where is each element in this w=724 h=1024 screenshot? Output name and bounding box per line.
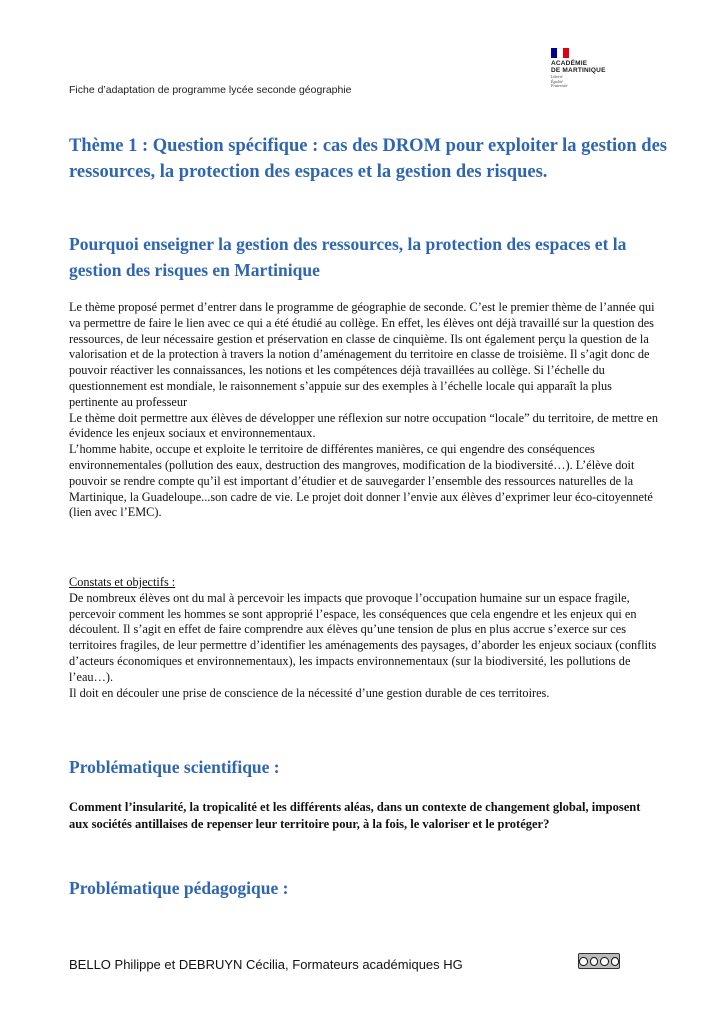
logo-motto: Liberté Égalité Fraternité: [551, 74, 568, 88]
paragraph: De nombreux élèves ont du mal à percevoir les impacts que provoque l’occupation humaine sur un espace fragile, percevoir comment les hommes se sont approprié l’espace, les conséquences que cela engendre et les enjeux qui en découlent. Il s’agit en effet de faire comprendre aux élèves qu’une tension de plus en plus accrue s’exerce sur ces territoires fragiles, de leur permettre d’identifier les aménagements des paysages, d’aborder les enjeux sociaux (conflits d’acteurs économiques et environnementaux), les impacts environnementaux (sur la biodiversité, les pollutions de l’eau…).: [69, 590, 657, 684]
theme-title: Thème 1 : Question spécifique : cas des DROM pour exploiter la gestion des ressources, la protection des espaces et la gestion des risques.: [69, 136, 667, 182]
paragraph: Le thème proposé permet d’entrer dans le programme de géographie de seconde. C’est le premier thème de l’année qui va permettre de faire le lien avec ce qui a été étudié au collège. En effet, les élèves ont déjà travaillé sur la question des ressources, de leur nécessaire gestion et préservation en classe de cinquième. Ils ont également perçu la question de la valorisation et de la protection à travers la notion d’aménagement du territoire en classe de troisième. Il s’agit donc de pouvoir réactiver les connaissances, les notions et les compétences déjà travaillées au collège. Si l’échelle du questionnement est mondiale, le raisonnement s’appuie sur des exemples à l’échelle locale qui apparaît la plus pertinente au professeur: [69, 300, 655, 409]
body-text-constats: [69, 575, 659, 701]
constats-label: Constats et objectifs :: [69, 575, 176, 589]
document-header: Fiche d’adaptation de programme lycée seconde géographie: [69, 84, 352, 96]
footer-authors: BELLO Philippe et DEBRUYN Cécilia, Formateurs académiques HG: [69, 957, 463, 972]
academie-martinique-logo: [547, 48, 627, 96]
creative-commons-by-nc-sa-icon: [578, 953, 620, 969]
body-text-intro: [69, 300, 659, 521]
logo-line-1: ACADÉMIE: [551, 60, 588, 67]
paragraph: Le thème doit permettre aux élèves de développer une réflexion sur notre occupation “locale” du territoire, de mettre en évidence les enjeux sociaux et environnementaux.: [69, 410, 658, 441]
section-heading-scientifique: Problématique scientifique :: [69, 757, 280, 777]
logo-line-2: DE MARTINIQUE: [551, 67, 606, 74]
paragraph: L’homme habite, occupe et exploite le territoire de différentes manières, ce qui engendre des conséquences environnementales (pollution des eaux, destruction des mangroves, modification de la biodiversité…). L’élève doit pouvoir se rendre compte qu’il est important d’étudier et de sauvegarder l’ensemble des ressources naturelles de la Martinique, la Guadeloupe...son cadre de vie. Le projet doit donner l’envie aux élèves d’exprimer leur éco-citoyenneté (lien avec l’EMC).: [69, 442, 653, 520]
paragraph: Il doit en découler une prise de conscience de la nécessité d’une gestion durable de ces territoires.: [69, 685, 550, 700]
problematique-scientifique-question: Comment l’insularité, la tropicalité et les différents aléas, dans un contexte de changement global, imposent aux sociétés antillaises de repenser leur territoire pour, à la fois, le valoriser et le protéger?: [69, 800, 641, 831]
section-heading-pedagogique: Problématique pédagogique :: [69, 878, 289, 898]
section-heading-pourquoi: Pourquoi enseigner la gestion des ressources, la protection des espaces et la gestion des risques en Martinique: [69, 234, 627, 280]
marianne-flag-icon: [551, 48, 569, 58]
